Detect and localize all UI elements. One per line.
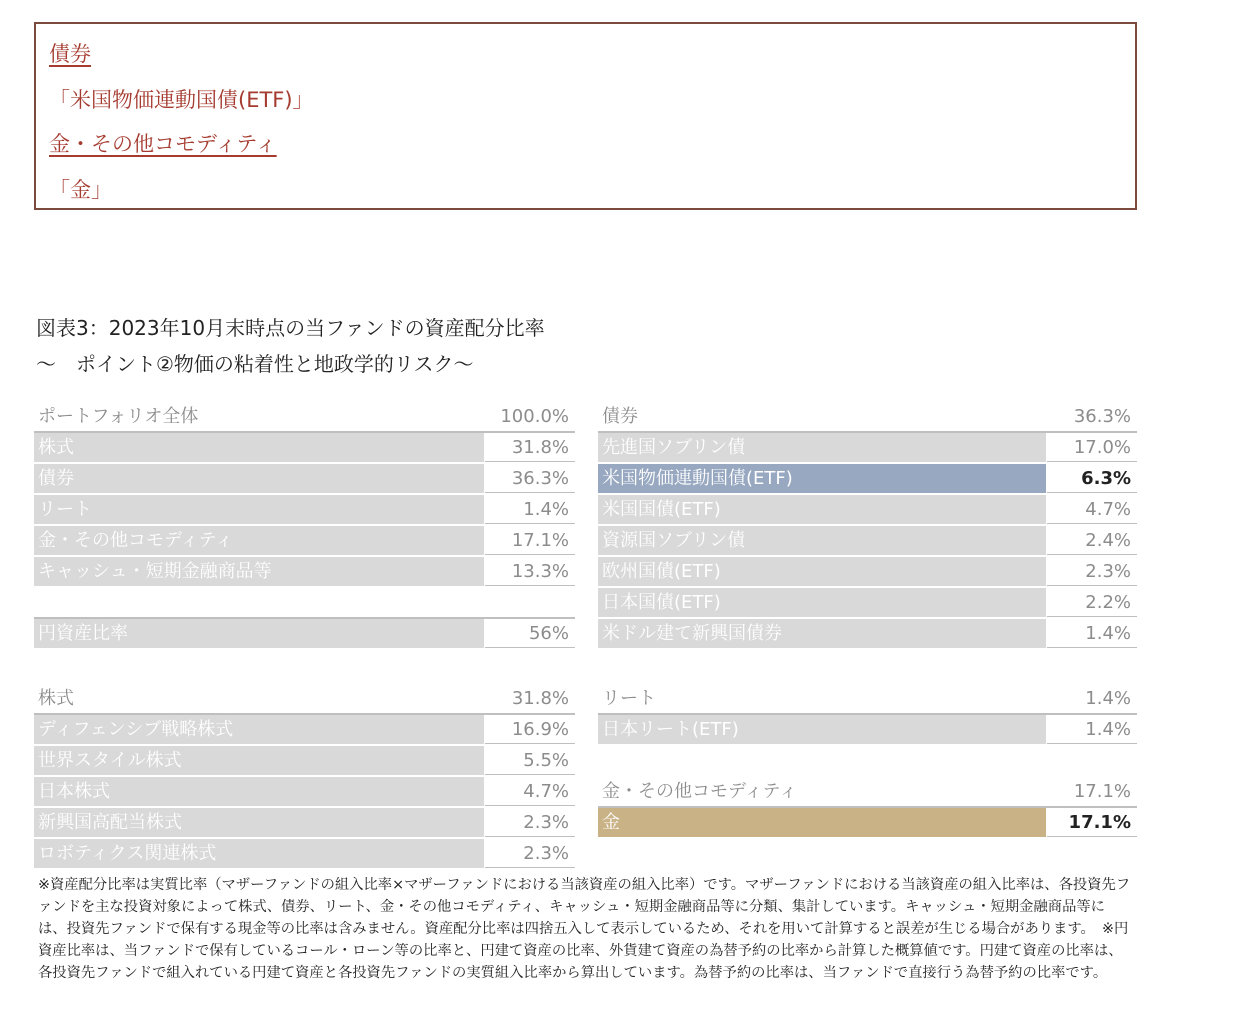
row-value: 4.7% <box>1047 495 1137 524</box>
row-label: 米ドル建て新興国債券 <box>598 619 1046 648</box>
row-label: 円資産比率 <box>34 619 484 648</box>
row-label: 株式 <box>34 433 484 462</box>
row-value: 1.4% <box>1047 715 1137 744</box>
header-value: 36.3% <box>1047 402 1137 431</box>
yen-ratio-row <box>34 619 575 650</box>
row-value: 36.3% <box>485 464 575 493</box>
row-label: 世界スタイル株式 <box>34 746 484 775</box>
highlighted-row <box>598 808 1137 839</box>
row-value: 56% <box>485 619 575 648</box>
table-row <box>598 526 1137 557</box>
portfolio-table <box>34 402 575 650</box>
row-value: 2.3% <box>1047 557 1137 586</box>
row-value: 1.4% <box>1047 619 1137 648</box>
header-label: 債券 <box>598 402 1046 431</box>
row-label: 金・その他コモディティ <box>34 526 484 555</box>
row-label: 日本リート(ETF) <box>598 715 1046 744</box>
header-value: 100.0% <box>485 402 575 431</box>
table-row <box>598 588 1137 619</box>
equity-table <box>34 684 575 870</box>
header-label: 金・その他コモディティ <box>598 777 1046 806</box>
table-row <box>34 777 575 808</box>
row-label: 金 <box>598 808 1046 837</box>
row-label: 新興国高配当株式 <box>34 808 484 837</box>
reit-table <box>598 684 1137 746</box>
table-row <box>34 557 575 588</box>
table-row <box>598 433 1137 464</box>
row-value: 2.2% <box>1047 588 1137 617</box>
table-row <box>34 839 575 870</box>
commodity-heading: 金・その他コモディティ <box>49 132 277 156</box>
bond-heading: 債券 <box>49 42 91 66</box>
spacer-row <box>34 588 575 619</box>
table-row <box>598 619 1137 650</box>
figure-subtitle: ～ ポイント②物価の粘着性と地政学的リスク～ <box>36 352 474 376</box>
highlighted-row <box>598 464 1137 495</box>
row-label: リート <box>34 495 484 524</box>
table-row <box>34 433 575 464</box>
footnote: ※資産配分比率は実質比率（マザーファンドの組入比率×マザーファンドにおける当該資産の組入比率）です。マザーファンドにおける当該資産の組入比率は、各投資先ファンドを主な投資対象によって株式、債券、リート、金・その他コモディティ、キャッシュ・短期金融商品等に分類、集計しています。キャッシュ・短期金融商品等には、投資先ファンドで保有する現金等の比率は含みません。資産配分比率は四捨五入して表示しているため、それを用いて計算すると誤差が生じる場合があります。 ※円資産比率は、当ファンドで保有しているコール・ローン等の比率と、円建て資産の比率、外貨建て資産の為替予約の比率から計算した概算値です。円建て資産の比率は、各投資先ファンドで組入れている円建て資産と各投資先ファンドの実質組入比率から算出しています。為替予約の比率は、当ファンドで直接行う為替予約の比率です。 <box>38 877 1131 981</box>
header-label: ポートフォリオ全体 <box>34 402 484 431</box>
commodity-item: 「金」 <box>49 178 112 202</box>
row-label: 日本国債(ETF) <box>598 588 1046 617</box>
header-value: 1.4% <box>1047 684 1137 713</box>
row-label: 米国物価連動国債(ETF) <box>598 464 1046 493</box>
bond-item: 「米国物価連動国債(ETF)」 <box>49 88 314 112</box>
row-label: 債券 <box>34 464 484 493</box>
row-label: ディフェンシブ戦略株式 <box>34 715 484 744</box>
row-value: 16.9% <box>485 715 575 744</box>
row-label: 米国国債(ETF) <box>598 495 1046 524</box>
table-header <box>598 684 1137 715</box>
header-label: リート <box>598 684 1046 713</box>
header-label: 株式 <box>34 684 484 713</box>
table-row <box>34 495 575 526</box>
row-label: 資源国ソブリン債 <box>598 526 1046 555</box>
row-value: 2.4% <box>1047 526 1137 555</box>
bond-table <box>598 402 1137 650</box>
row-value: 13.3% <box>485 557 575 586</box>
row-value: 17.1% <box>485 526 575 555</box>
row-label: キャッシュ・短期金融商品等 <box>34 557 484 586</box>
row-label: 先進国ソブリン債 <box>598 433 1046 462</box>
commodity-table <box>598 777 1137 839</box>
row-value: 5.5% <box>485 746 575 775</box>
header-value: 17.1% <box>1047 777 1137 806</box>
table-row <box>34 808 575 839</box>
table-header <box>34 684 575 715</box>
row-value: 1.4% <box>485 495 575 524</box>
table-row <box>34 526 575 557</box>
table-row <box>598 557 1137 588</box>
header-value: 31.8% <box>485 684 575 713</box>
table-row <box>34 715 575 746</box>
table-header <box>598 402 1137 433</box>
row-value: 17.1% <box>1047 808 1137 837</box>
row-value: 6.3% <box>1047 464 1137 493</box>
table-row <box>34 464 575 495</box>
row-label: ロボティクス関連株式 <box>34 839 484 868</box>
row-value: 17.0% <box>1047 433 1137 462</box>
table-header <box>598 777 1137 808</box>
table-header <box>34 402 575 433</box>
fund-asset-box <box>34 22 1137 210</box>
row-value: 2.3% <box>485 808 575 837</box>
row-label: 日本株式 <box>34 777 484 806</box>
table-row <box>598 495 1137 526</box>
figure-title: 図表3：2023年10月末時点の当ファンドの資産配分比率 <box>36 316 545 340</box>
row-label: 欧州国債(ETF) <box>598 557 1046 586</box>
row-value: 31.8% <box>485 433 575 462</box>
row-value: 4.7% <box>485 777 575 806</box>
table-row <box>598 715 1137 746</box>
table-row <box>34 746 575 777</box>
row-value: 2.3% <box>485 839 575 868</box>
